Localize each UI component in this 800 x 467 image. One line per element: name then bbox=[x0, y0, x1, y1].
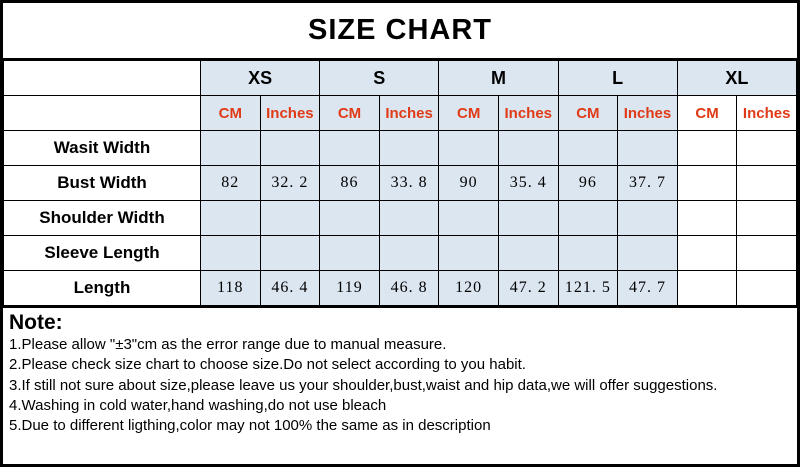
table-row bbox=[4, 131, 797, 166]
cell-wasit-xs-in bbox=[260, 131, 320, 166]
cell-sleeve-s-in bbox=[379, 236, 439, 271]
unit-xs-cm: CM bbox=[201, 96, 261, 131]
cell-sleeve-xs-in bbox=[260, 236, 320, 271]
cell-length-xl-in bbox=[737, 271, 797, 306]
note-line-1: 1.Please allow "±3"cm as the error range due to manual measure. bbox=[9, 336, 447, 354]
cell-sleeve-xl-cm bbox=[677, 236, 737, 271]
row-label-sleeve-length: Sleeve Length bbox=[4, 236, 201, 271]
cell-wasit-s-in bbox=[379, 131, 439, 166]
cell-wasit-xs-cm bbox=[201, 131, 261, 166]
cell-bust-xl-in bbox=[737, 166, 797, 201]
cell-shoulder-xs-in bbox=[260, 201, 320, 236]
cell-length-l-cm: 121. 5 bbox=[558, 271, 618, 306]
table-row-size-headers bbox=[4, 61, 797, 96]
cell-shoulder-m-in bbox=[498, 201, 558, 236]
cell-length-m-cm: 120 bbox=[439, 271, 499, 306]
cell-wasit-l-in bbox=[618, 131, 678, 166]
note-line-2: 2.Please check size chart to choose size.Do not select according to you habit. bbox=[9, 356, 526, 374]
size-header-m: M bbox=[439, 61, 558, 96]
unit-row-corner bbox=[4, 96, 201, 131]
title-bar bbox=[3, 3, 797, 60]
cell-sleeve-l-in bbox=[618, 236, 678, 271]
note-section bbox=[3, 306, 797, 464]
cell-shoulder-l-cm bbox=[558, 201, 618, 236]
cell-length-xs-cm: 118 bbox=[201, 271, 261, 306]
size-header-xs: XS bbox=[201, 61, 320, 96]
table-row bbox=[4, 166, 797, 201]
size-header-l: L bbox=[558, 61, 677, 96]
note-line-4: 4.Washing in cold water,hand washing,do not use bleach bbox=[9, 396, 387, 414]
note-line-5: 5.Due to different ligthing,color may not 100% the same as in description bbox=[9, 417, 491, 435]
note-line-3: 3.If still not sure about size,please leave us your shoulder,bust,waist and hip data,we will offer suggestions. bbox=[9, 376, 718, 394]
cell-bust-s-in: 33. 8 bbox=[379, 166, 439, 201]
row-label-shoulder-width: Shoulder Width bbox=[4, 201, 201, 236]
cell-sleeve-l-cm bbox=[558, 236, 618, 271]
cell-length-xs-in: 46. 4 bbox=[260, 271, 320, 306]
cell-shoulder-s-cm bbox=[320, 201, 380, 236]
note-heading: Note: bbox=[9, 311, 63, 334]
cell-sleeve-s-cm bbox=[320, 236, 380, 271]
cell-bust-s-cm: 86 bbox=[320, 166, 380, 201]
size-chart-table bbox=[3, 60, 797, 306]
cell-wasit-s-cm bbox=[320, 131, 380, 166]
cell-length-m-in: 47. 2 bbox=[498, 271, 558, 306]
cell-wasit-xl-cm bbox=[677, 131, 737, 166]
cell-shoulder-xl-cm bbox=[677, 201, 737, 236]
unit-s-inches: Inches bbox=[379, 96, 439, 131]
cell-length-xl-cm bbox=[677, 271, 737, 306]
cell-wasit-m-in bbox=[498, 131, 558, 166]
cell-shoulder-s-in bbox=[379, 201, 439, 236]
cell-shoulder-m-cm bbox=[439, 201, 499, 236]
cell-length-s-in: 46. 8 bbox=[379, 271, 439, 306]
cell-bust-xs-cm: 82 bbox=[201, 166, 261, 201]
cell-bust-xl-cm bbox=[677, 166, 737, 201]
unit-s-cm: CM bbox=[320, 96, 380, 131]
table-row bbox=[4, 271, 797, 306]
cell-wasit-xl-in bbox=[737, 131, 797, 166]
row-label-wasit-width: Wasit Width bbox=[4, 131, 201, 166]
cell-sleeve-xl-in bbox=[737, 236, 797, 271]
size-header-xl: XL bbox=[677, 61, 796, 96]
table-row bbox=[4, 201, 797, 236]
cell-shoulder-l-in bbox=[618, 201, 678, 236]
cell-length-l-in: 47. 7 bbox=[618, 271, 678, 306]
cell-sleeve-m-in bbox=[498, 236, 558, 271]
cell-wasit-l-cm bbox=[558, 131, 618, 166]
cell-bust-m-cm: 90 bbox=[439, 166, 499, 201]
cell-shoulder-xl-in bbox=[737, 201, 797, 236]
table-row-unit-headers bbox=[4, 96, 797, 131]
row-label-length: Length bbox=[4, 271, 201, 306]
unit-m-cm: CM bbox=[439, 96, 499, 131]
unit-xs-inches: Inches bbox=[260, 96, 320, 131]
unit-l-cm: CM bbox=[558, 96, 618, 131]
cell-bust-l-cm: 96 bbox=[558, 166, 618, 201]
table-row bbox=[4, 236, 797, 271]
cell-shoulder-xs-cm bbox=[201, 201, 261, 236]
unit-l-inches: Inches bbox=[618, 96, 678, 131]
unit-xl-inches: Inches bbox=[737, 96, 797, 131]
cell-bust-xs-in: 32. 2 bbox=[260, 166, 320, 201]
cell-length-s-cm: 119 bbox=[320, 271, 380, 306]
row-label-bust-width: Bust Width bbox=[4, 166, 201, 201]
unit-xl-cm: CM bbox=[677, 96, 737, 131]
cell-sleeve-m-cm bbox=[439, 236, 499, 271]
corner-cell bbox=[4, 61, 201, 96]
page-title: SIZE CHART bbox=[308, 14, 492, 46]
cell-wasit-m-cm bbox=[439, 131, 499, 166]
cell-bust-l-in: 37. 7 bbox=[618, 166, 678, 201]
cell-bust-m-in: 35. 4 bbox=[498, 166, 558, 201]
size-header-s: S bbox=[320, 61, 439, 96]
unit-m-inches: Inches bbox=[498, 96, 558, 131]
cell-sleeve-xs-cm bbox=[201, 236, 261, 271]
